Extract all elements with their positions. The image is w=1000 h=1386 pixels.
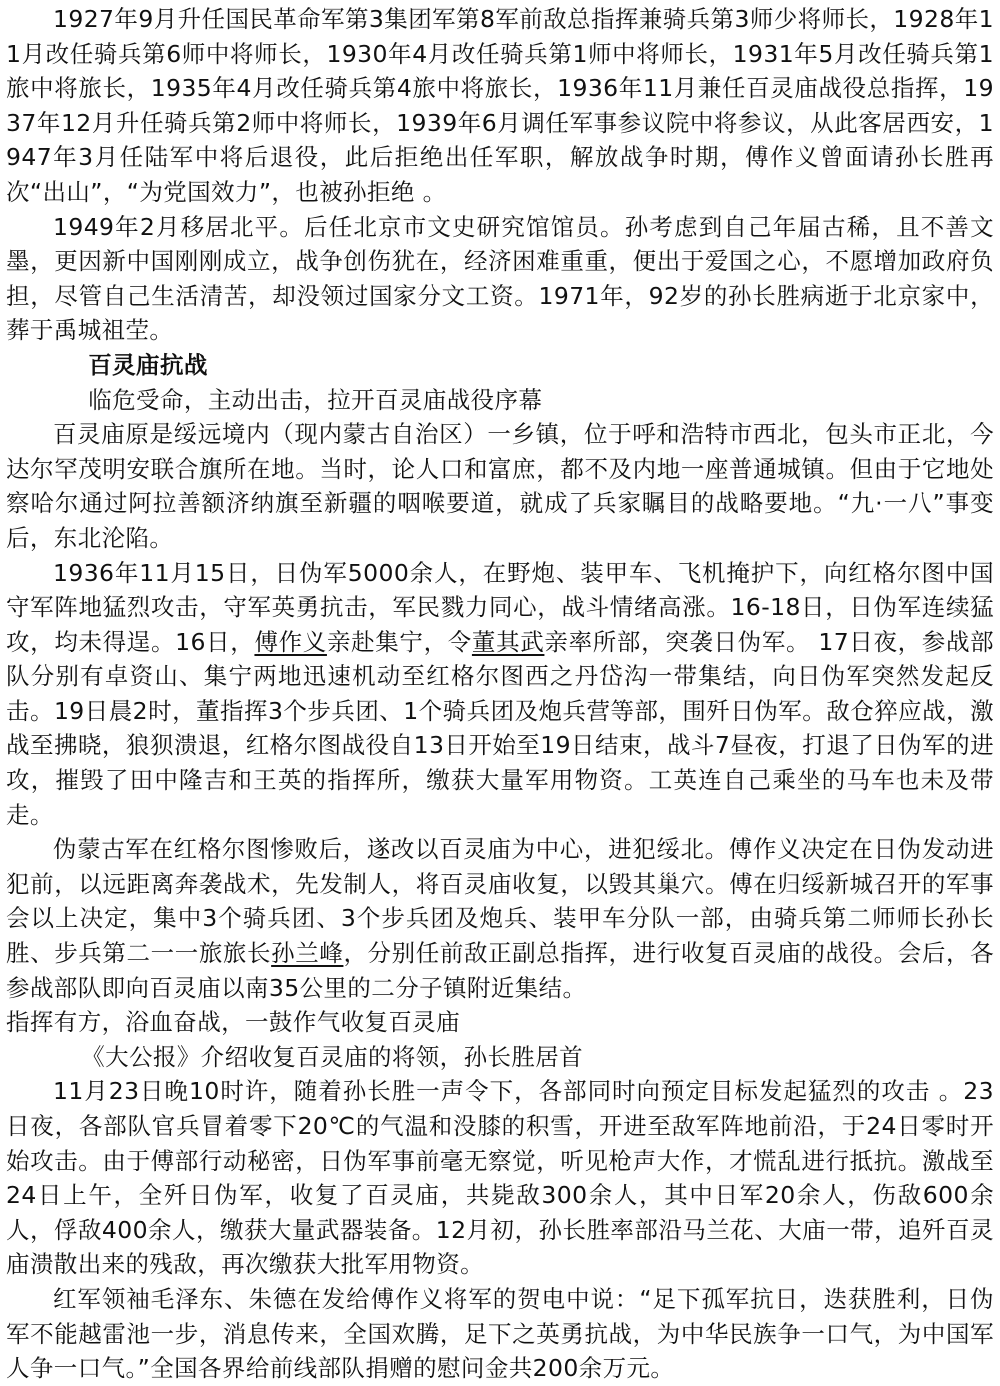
subheading-prelude: 临危受命，主动出击，拉开百灵庙战役序幕 bbox=[88, 385, 543, 414]
link-fu-zuoyi[interactable]: 傅作义 bbox=[254, 627, 327, 656]
paragraph-telegram: 红军领袖毛泽东、朱德在发给傅作义将军的贺电中说：“足下孤军抗日，迭获胜利，日伪军不能越雷池一步，消息传来，全国欢腾，足下之英勇抗战，为中华民族争一口气，为中国军人争一口气。”全国各界给前线部队捐赠的慰问金共200余万元。 bbox=[6, 1284, 994, 1383]
subheading-dagongbao: 《大公报》介绍收复百灵庙的将领，孙长胜居首 bbox=[81, 1042, 584, 1071]
paragraph-bailingmiao-intro: 百灵庙原是绥远境内（现内蒙古自治区）一乡镇，位于呼和浩特市西北，包头市正北，今达尔罕茂明安联合旗所在地。当时，论人口和富庶，都不及内地一座普通城镇。但由于它地处察哈尔通过阿拉善额济纳旗至新疆的咽喉要道，就成了兵家瞩目的战略要地。“九·一八”事变后，东北沦陷。 bbox=[6, 420, 994, 552]
text-span: 1936年11月15日，日伪军5000余人，在野炮、装甲车、飞机掩护下，向红格尔图中国守军阵地猛烈攻击，守军英勇抗击，军民戮力同心，战斗情绪高涨。16-18日，日伪军连续猛攻，均未得逞。16日， bbox=[6, 558, 994, 656]
link-sun-lanfeng[interactable]: 孙兰峰 bbox=[271, 939, 344, 968]
paragraph-career: 1927年9月升任国民革命军第3集团军第8军前敌总指挥兼骑兵第3师少将师长，1928年11月改任骑兵第6师中将师长，1930年4月改任骑兵第1师中将师长，1931年5月改任骑兵第1旅中将旅长，1935年4月改任骑兵第4旅中将旅长，1936年11月兼任百灵庙战役总指挥，1937年12月升任骑兵第2师中将师长，1939年6月调任军事参议院中将参议，从此客居西安，1947年3月任陆军中将后退役，此后拒绝出任军职，解放战争时期，傅作义曾面请孙长胜再次“出山”，“为党国效力”，也被孙拒绝 。 bbox=[6, 5, 994, 206]
paragraph-honggeertu-battle bbox=[6, 556, 994, 833]
paragraph-later-life: 1949年2月移居北平。后任北京市文史研究馆馆员。孙考虑到自己年届古稀，且不善文墨，更因新中国刚刚成立，战争创伤犹在，经济困难重重，便出于爱国之心，不愿增加政府负担，尽管自己生活清苦，却没领过国家分文工资。1971年，92岁的孙长胜病逝于北京家中，葬于禹城祖茔。 bbox=[6, 212, 994, 345]
text-span: 亲赴集宁，令 bbox=[326, 627, 472, 656]
document-page bbox=[6, 2, 995, 1383]
text-span: ，分别任前敌正副总指挥，进行收复百灵庙的战役。会后，各参战部队即向百灵庙以南35公里的二分子镇附近集结。 bbox=[6, 939, 994, 1002]
paragraph-attack: 11月23日晚10时许，随着孙长胜一声令下，各部同时向预定目标发起猛烈的攻击 。23日夜，各部队官兵冒着零下20℃的气温和没膝的积雪，开进至敌军阵地前沿，于24日零时开始攻击。由于傅部行动秘密，日伪军事前毫无察觉，听见枪声大作，才慌乱进行抵抗。激战至24日上午，全歼日伪军，收复了百灵庙，共毙敌300余人，其中日军20余人，伤敌600余人，俘敌400余人，缴获大量武器装备。12月初，孙长胜率部沿马兰花、大庙一带，追歼百灵庙溃散出来的残敌，再次缴获大批军用物资。 bbox=[6, 1077, 994, 1279]
section-heading: 百灵庙抗战 bbox=[88, 350, 208, 379]
text-span: 亲率所部，突袭日伪军。 17日夜，参战部队分别有卓资山、集宁两地迅速机动至红格尔图西之丹岱沟一带集结，向日伪军突然发起反击。19日晨2时，董指挥3个步兵团、1个骑兵团及炮兵营等部，围歼日伪军。敌仓猝应战，激战至拂晓，狼狈溃退，红格尔图战役自13日开始至19日结束，战斗7昼夜，打退了日伪军的进攻，摧毁了田中隆吉和王英的指挥所，缴获大量军用物资。工英连自己乘坐的马车也未及带走。 bbox=[6, 627, 995, 829]
text-span: 伪蒙古军在红格尔图惨败后，遂改以百灵庙为中心，进犯绥北。傅作义决定在日伪发动进犯前，以远距离奔袭战术，先发制人，将百灵庙收复，以毁其巢穴。傅在归绥新城召开的军事会以上决定，集中3个骑兵团、3个步兵团及炮兵、装甲车分队一部，由骑兵第二师师长孙长胜、步兵第二一一旅旅长 bbox=[6, 835, 994, 968]
link-dong-qiwu[interactable]: 董其武 bbox=[471, 627, 545, 656]
subheading-recapture: 指挥有方，浴血奋战，一鼓作气收复百灵庙 bbox=[6, 1008, 461, 1037]
paragraph-battle-plan bbox=[6, 832, 994, 1005]
